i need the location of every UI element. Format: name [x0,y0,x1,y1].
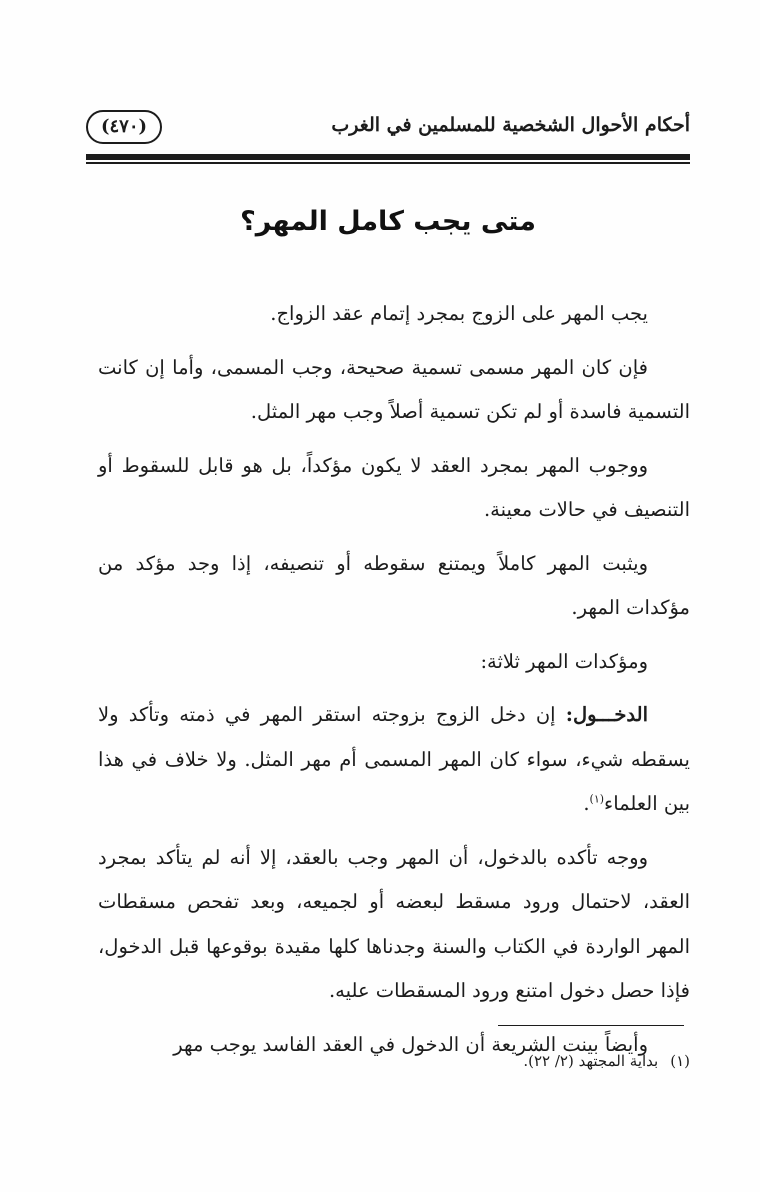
footnote-number: (١) [670,1052,690,1070]
term-consummation: الدخـــول: [565,703,648,726]
paragraph: فإن كان المهر مسمى تسمية صحيحة، وجب المسمى، وأما إن كانت التسمية فاسدة أو لم تكن تسمية أصلاً وجب مهر المثل. [98,355,690,423]
paragraph: يجب المهر على الزوج بمجرد إتمام عقد الزواج. [270,302,648,325]
page-number-badge: (٤٧٠) [86,110,162,144]
paragraph-consummation [98,693,690,827]
footnote-separator [498,1025,684,1026]
running-header [86,110,690,154]
footnote [300,1052,690,1070]
paragraph: ومؤكدات المهر ثلاثة: [480,649,648,673]
paragraph: ووجوب المهر بمجرد العقد لا يكون مؤكداً، بل هو قابل للسقوط أو التنصيف في حالات معينة. [98,453,690,521]
paragraph-end: . [583,792,590,815]
header-rule-thick [86,154,690,160]
paragraph: ويثبت المهر كاملاً ويمتنع سقوطه أو تنصيفه، إذا وجد مؤكد من مؤكدات المهر. [98,551,690,619]
paragraph: ووجه تأكده بالدخول، أن المهر وجب بالعقد، إلا أنه لم يتأكد بمجرد العقد، لاحتمال ورود مسقط لبعضه أو لجميعه، وبعد تفحص مسقطات المهر الواردة في الكتاب والسنة وجدناها كلها مقيدة بوقوعها قبل الدخول، فإذا حصل دخول امتنع ورود المسقطات عليه. [98,845,690,1002]
paragraph: وأيضاً بينت الشريعة أن الدخول في العقد الفاسد يوجب مهر [173,1032,648,1056]
footnote-reference: (١) [589,792,605,806]
book-title: أحكام الأحوال الشخصية للمسلمين في الغرب [331,114,690,136]
header-rule-thin [86,162,690,164]
body-text [98,292,690,1076]
section-heading: متى يجب كامل المهر؟ [240,206,536,237]
footnote-text: بداية المجتهد (٢/ ٢٢). [523,1052,659,1070]
paragraph-text: إن دخل الزوج بزوجته استقر المهر في ذمته وتأكد ولا يسقطه شيء، سواء كان المهر المسمى أم مهر المثل. ولا خلاف في هذا بين العلماء [98,703,690,815]
